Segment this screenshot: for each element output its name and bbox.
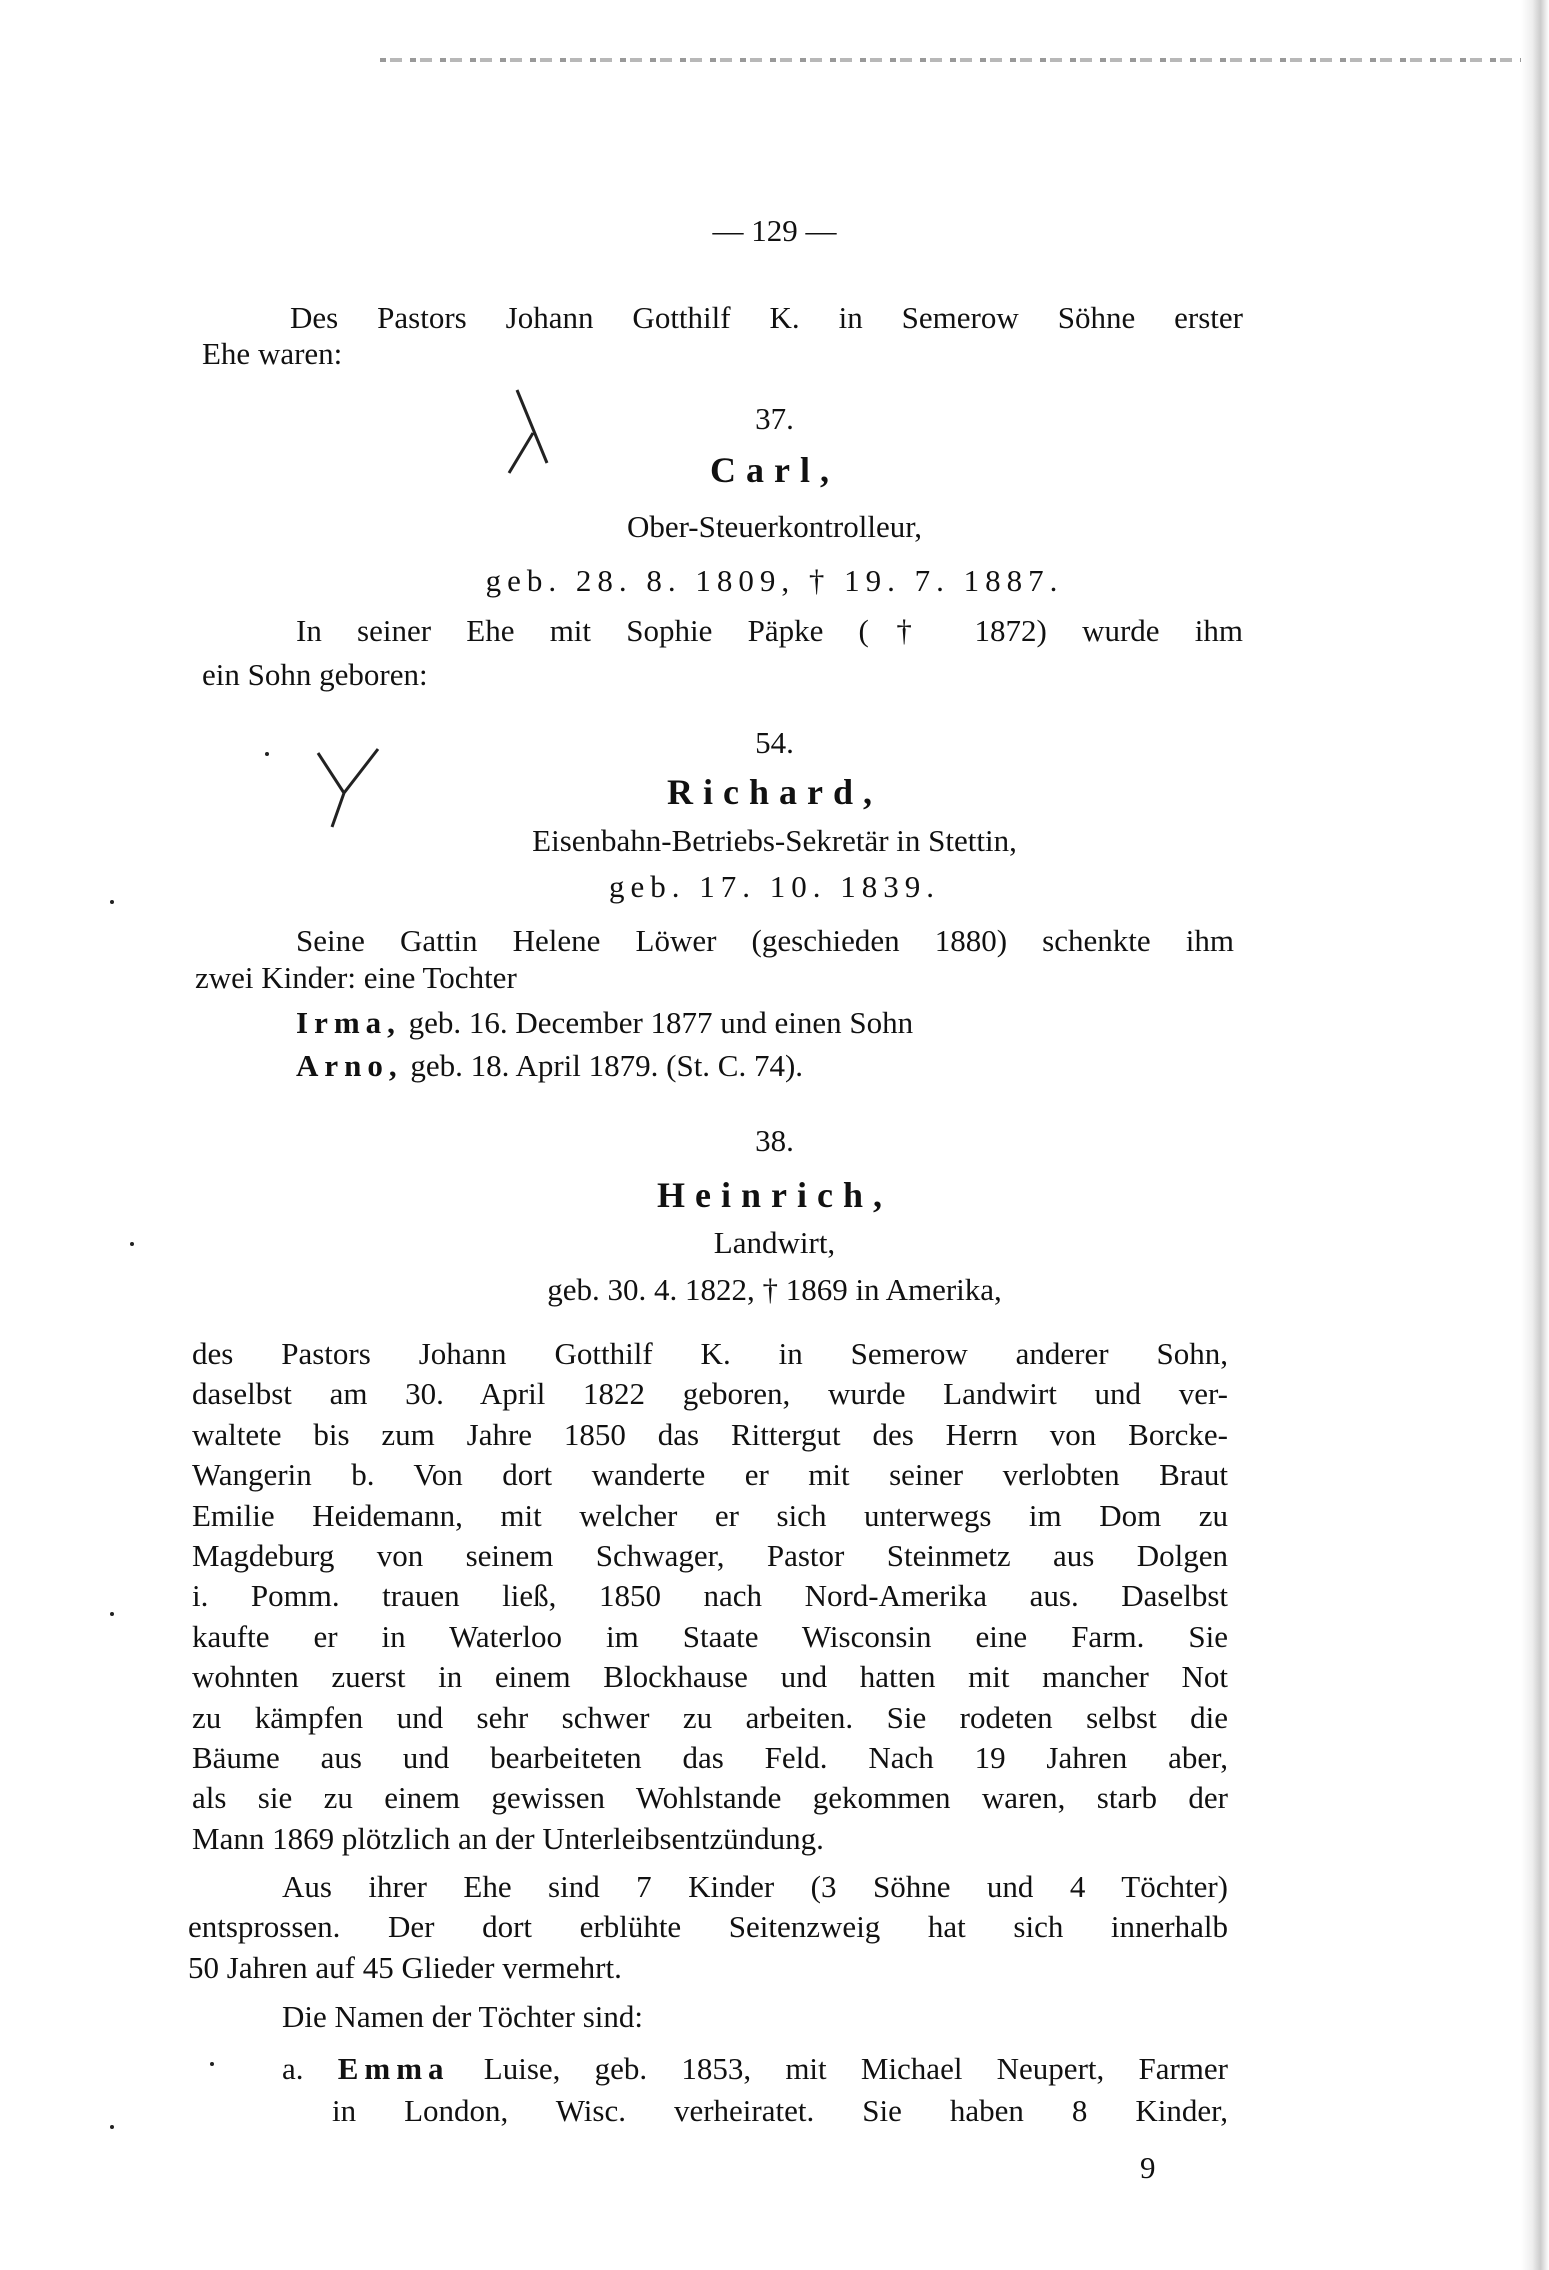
text-line: zwei Kinder: eine Tochter	[195, 960, 517, 995]
speck	[265, 752, 269, 756]
child-line	[296, 1046, 803, 1086]
text-line: zu kämpfen und sehr schwer zu arbeiten. Sie rodeten selbst die	[192, 1699, 1228, 1735]
speck	[110, 900, 114, 904]
signature-mark: 9	[1140, 2150, 1156, 2185]
entry-name: Carl,	[710, 450, 839, 490]
child-details: geb. 16. December 1877 und einen Sohn	[408, 1005, 914, 1040]
page-number: — 129 —	[712, 213, 837, 248]
text-line: in London, Wisc. verheiratet. Sie haben 8 Kinder,	[332, 2093, 1228, 2128]
entry-dates: geb. 28. 8. 1809, † 19. 7. 1887.	[485, 563, 1064, 598]
entry-number: 38.	[755, 1123, 794, 1158]
speck	[130, 1242, 134, 1246]
text-line: entsprossen. Der dort erblühte Seitenzweig hat sich innerhalb	[188, 1909, 1228, 1944]
entry-name: Heinrich,	[657, 1175, 892, 1215]
scan-noise	[380, 58, 1540, 62]
entry-occupation: Landwirt,	[713, 1225, 836, 1260]
daughters-intro: Die Namen der Töchter sind:	[282, 1999, 643, 2034]
text-line: Wangerin b. Von dort wanderte er mit seiner verlobten Braut	[192, 1457, 1228, 1493]
intro-line: Ehe waren:	[202, 336, 343, 371]
entry-number: 54.	[755, 725, 794, 760]
text-line: ein Sohn geboren:	[202, 657, 428, 692]
entry-occupation: Ober-Steuerkontrolleur,	[626, 509, 923, 544]
text-line: daselbst am 30. April 1822 geboren, wurde Landwirt und ver-	[192, 1376, 1228, 1412]
child-line	[296, 1003, 913, 1043]
text-line: Seine Gattin Helene Löwer (geschieden 1880) schenkte ihm	[296, 923, 1234, 958]
entry-occupation: Eisenbahn-Betriebs-Sekretär in Stettin,	[532, 823, 1017, 858]
daughter-details: Luise, geb. 1853, mit Michael Neupert, Farmer	[483, 2051, 1228, 2086]
text-line: kaufte er in Waterloo im Staate Wisconsin eine Farm. Sie	[192, 1618, 1228, 1654]
child-name: Arno,	[296, 1048, 403, 1083]
entry-dates: geb. 30. 4. 1822, † 1869 in Amerika,	[547, 1272, 1002, 1307]
text-line: i. Pomm. trauen ließ, 1850 nach Nord-Amerika aus. Daselbst	[192, 1578, 1228, 1614]
text-line: Emilie Heidemann, mit welcher er sich unterwegs im Dom zu	[192, 1497, 1228, 1533]
intro-line: Des Pastors Johann Gotthilf K. in Semerow Söhne erster	[290, 300, 1243, 335]
text-line: Mann 1869 plötzlich an der Unterleibsentzündung.	[192, 1820, 824, 1856]
speck	[210, 2062, 214, 2066]
text-line: 50 Jahren auf 45 Glieder vermehrt.	[188, 1950, 622, 1985]
text-line: Aus ihrer Ehe sind 7 Kinder (3 Söhne und 4 Töchter)	[282, 1869, 1228, 1904]
text-line: Magdeburg von seinem Schwager, Pastor Steinmetz aus Dolgen	[192, 1538, 1228, 1573]
child-details: geb. 18. April 1879. (St. C. 74).	[410, 1048, 804, 1083]
text-line: wohnten zuerst in einem Blockhause und hatten mit mancher Not	[192, 1659, 1228, 1695]
entry-name: Richard,	[667, 772, 882, 812]
text-line: des Pastors Johann Gotthilf K. in Semerow anderer Sohn,	[192, 1336, 1228, 1371]
text-line: waltete bis zum Jahre 1850 das Rittergut des Herrn von Borcke-	[192, 1416, 1228, 1452]
entry-dates: geb. 17. 10. 1839.	[608, 869, 940, 904]
daughter-name: Emma	[337, 2051, 450, 2086]
text-line: In seiner Ehe mit Sophie Päpke († 1872) wurde ihm	[296, 613, 1243, 648]
speck	[110, 2125, 114, 2129]
speck	[110, 1612, 114, 1616]
list-label: a.	[282, 2051, 304, 2086]
text-line: Bäume aus und bearbeiteten das Feld. Nach 19 Jahren aber,	[192, 1740, 1228, 1775]
child-name: Irma,	[296, 1005, 401, 1040]
text-line: als sie zu einem gewissen Wohlstande gekommen waren, starb der	[192, 1780, 1228, 1816]
entry-number: 37.	[755, 401, 794, 436]
daughter-line	[282, 2049, 1228, 2089]
